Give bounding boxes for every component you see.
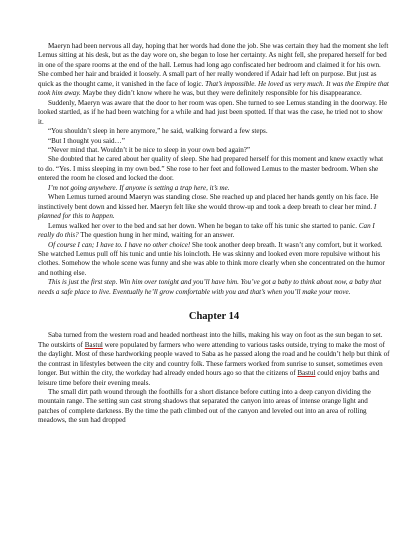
text-run: When Lemus turned around Maeryn was standing close. She reached up and placed her hands gently on his face. He instinctively bent down and kissed her. Maeryn felt like she would throw-up and took a deep breath to clear her mind. [38, 193, 379, 211]
text-run: The question hung in her mind, waiting for an answer. [80, 231, 235, 240]
paragraph: “You shouldn’t sleep in here anymore,” he said, walking forward a few steps. [48, 127, 268, 136]
text-run: Saba turned from the western road and headed northeast into the hills, making his way on foot as the sun began to set. The outskirts of [38, 331, 383, 349]
italic-paragraph: I’m not going anywhere. If anyone is setting a trap here, it’s me. [48, 183, 230, 192]
paragraph: She doubted that he cared about her quality of sleep. She had prepared herself for this moment and knew exactly what to do. “Yes. I miss sleeping in my own bed.” She rose to her feet and followed Lemus to the master bedroom. When she entered the room he closed and locked the door. [38, 155, 384, 183]
place-name: Bastul [297, 369, 316, 378]
paragraph [38, 331, 390, 388]
paragraph: “But I thought you said…” [48, 136, 125, 145]
text-run: were populated by farmers who were attending to various tasks outside, trying to make the most of the daylight. Most of these hardworking people waved to Saba as he passed along the road and he couldn’t help but think of the contrast in lifestyles between the city and country folk. These farmers worked from sunrise to sunset, sometimes even longer. But within the city, the workday had already ended hours ago so that the citizens of [38, 340, 390, 378]
italic-thought: I planned for this to happen. [38, 202, 377, 221]
place-name: Bastul [84, 340, 103, 349]
paragraph [38, 222, 390, 241]
paragraph [38, 241, 390, 279]
paragraph: Suddenly, Maeryn was aware that the door to her room was open. She turned to see Lemus standing in the doorway. He looked startled, as if he had been watching for a while and had just been spotted. If that was the case, he tried not to show it. [38, 98, 388, 126]
text-run: Lemus walked her over to the bed and sat her down. When he began to take off his tunic she started to panic. [48, 221, 358, 230]
paragraph: “Never mind that. Wouldn’t it be nice to sleep in your own bed again?” [48, 145, 251, 154]
text-run: could enjoy baths and leisure time before their evening meals. [38, 369, 380, 387]
italic-thought: Can I really do this? [38, 221, 375, 240]
italic-thought: That’s impossible. He loved us very much. It was the Empire that took him away. [38, 79, 389, 98]
text-run: She took another deep breath. It wasn’t any comfort, but it worked. She watched Lemus pull off his tunic and untie his loincloth. He was skinny and looked even more repulsive without his clothes. Somehow the whole scene was funny and she was able to think more clearly when she concentrated on the humor and nothing else. [38, 240, 385, 277]
paragraph: The small dirt path wound through the foothills for a short distance before cutting into a deep canyon dividing the mountain range. The setting sun cast strong shadows that separated the canyon into areas of intense orange light and patches of complete darkness. By the time the path climbed out of the canyon and leveled out into an area of rolling meadows, the sun had dropped [38, 387, 371, 425]
italic-paragraph: This is just the first step. Win him over tonight and you’ll have him. You’ve got a baby to think about now, a baby that needs a safe place to live. Eventually he’ll grow comfortable with you and that’s when you’ll make your move. [38, 278, 382, 296]
paragraph [38, 42, 390, 99]
paragraph [38, 193, 390, 221]
text-run: Maeryn had been nervous all day, hoping that her words had done the job. She was certain they had the moment she left Lemus sitting at his desk, but as the day wore on, she began to lose her certainty. As night fell, she prepared herself for bed in one of the spare rooms at the end of the hall. Lemus had long ago confiscated her bedroom and claimed it for his own. She combed her hair and braided it loosely. A small part of her really wondered if Adair had left on purpose. But just as quick as the thought came, it vanished in the face of logic. [38, 42, 389, 88]
chapter-heading: Chapter 14 [188, 311, 240, 323]
text-run: Maybe they didn’t know where he was, but they were definitely responsible for his disappearance. [82, 89, 362, 98]
italic-thought: Of course I can; I have to. I have no other choice! [48, 240, 192, 249]
